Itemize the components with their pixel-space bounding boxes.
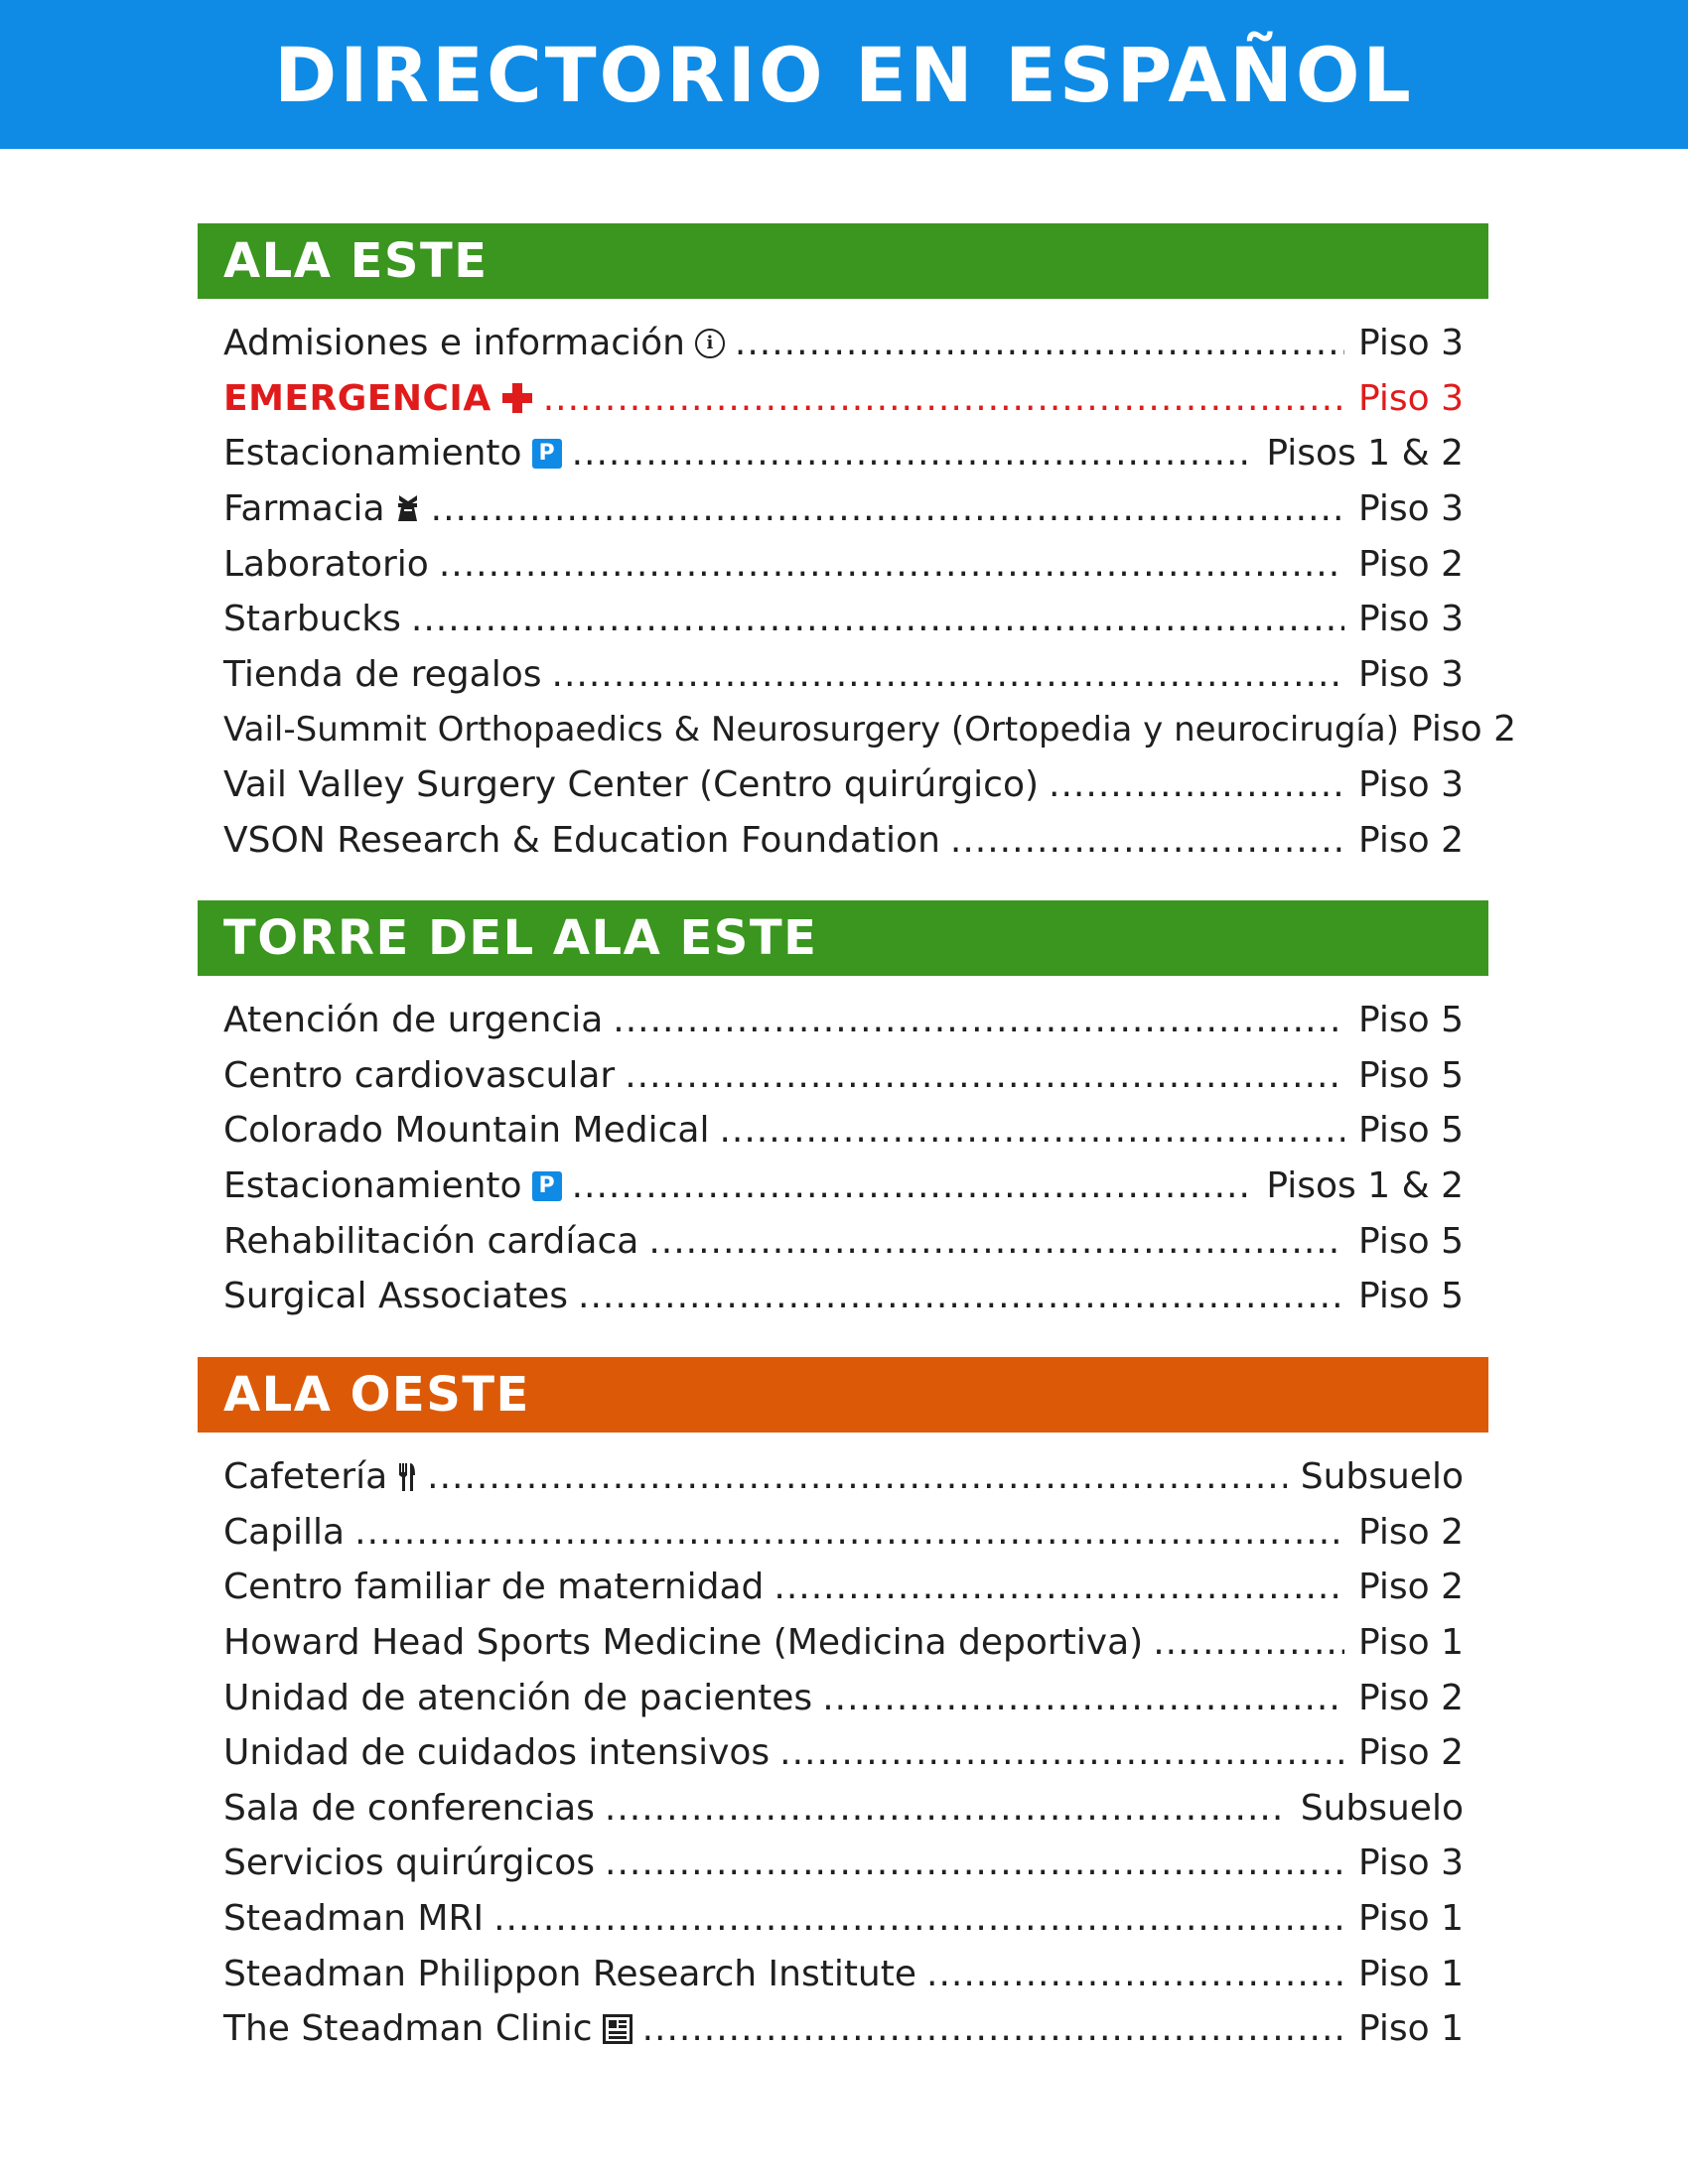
row-floor: Piso 3: [1357, 1843, 1464, 1884]
row-label: Vail Valley Surgery Center (Centro quirúrgico): [223, 764, 1040, 806]
dot-leader: [578, 1276, 1344, 1316]
dot-leader: [648, 1221, 1344, 1262]
row-floor: Pisos 1 & 2: [1266, 1165, 1464, 1207]
directory-row: [223, 1670, 1464, 1725]
row-floor: Subsuelo: [1300, 1787, 1464, 1829]
row-floor: Piso 2: [1357, 1732, 1464, 1774]
row-floor: Piso 2: [1357, 543, 1464, 585]
row-label: Servicios quirúrgicos: [223, 1843, 596, 1884]
row-label: Rehabilitación cardíaca: [223, 1220, 639, 1262]
directory-list-east-wing: [198, 299, 1517, 868]
info-icon: i: [695, 329, 725, 358]
row-floor: Piso 3: [1357, 599, 1464, 640]
row-floor: Piso 5: [1357, 1276, 1464, 1317]
dot-leader: [354, 1512, 1344, 1553]
dot-leader: [625, 1055, 1344, 1096]
directory-row: [223, 316, 1464, 371]
row-floor: Piso 3: [1357, 764, 1464, 806]
row-floor: Piso 3: [1357, 653, 1464, 695]
dot-leader: [493, 1898, 1344, 1939]
page-title: DIRECTORIO EN ESPAÑOL: [274, 30, 1414, 119]
section-east-wing: [198, 223, 1517, 868]
dot-leader: [427, 1456, 1287, 1497]
directory-row: [223, 1836, 1464, 1891]
row-floor: Piso 3: [1357, 377, 1464, 419]
row-label: Colorado Mountain Medical: [223, 1110, 710, 1152]
dot-leader: [411, 599, 1344, 639]
row-label: Laboratorio: [223, 543, 429, 585]
dot-leader: [779, 1732, 1344, 1773]
row-label: Capilla: [223, 1511, 346, 1553]
parking-icon: P: [532, 1171, 562, 1201]
directory-row: [223, 1103, 1464, 1159]
section-heading-east-wing: ALA ESTE: [198, 223, 1488, 299]
row-label: Atención de urgencia: [223, 1000, 604, 1041]
clinic-icon: [603, 2014, 633, 2044]
dot-leader: [605, 1788, 1287, 1829]
directory-row: [223, 993, 1464, 1048]
directory-row: [223, 1891, 1464, 1947]
row-label: Centro cardiovascular: [223, 1054, 616, 1096]
directory-list-east-tower: [198, 976, 1488, 1324]
dot-leader: [642, 2008, 1344, 2049]
directory-row: [223, 1725, 1464, 1781]
row-label: Vail-Summit Orthopaedics & Neurosurgery (Ortopedia y neurocirugía): [223, 709, 1399, 750]
directory-row: [223, 757, 1464, 813]
dot-leader: [605, 1843, 1344, 1883]
title-bar: [0, 0, 1688, 149]
row-floor: Piso 1: [1357, 1953, 1464, 1994]
row-label: Centro familiar de maternidad: [223, 1567, 765, 1608]
dot-leader: [1049, 764, 1344, 805]
dot-leader: [572, 1165, 1253, 1206]
directory-row: [223, 1560, 1464, 1615]
row-label: Cafetería: [223, 1456, 388, 1498]
directory-row: [223, 1048, 1464, 1104]
row-floor: Piso 2: [1410, 709, 1517, 751]
dot-leader: [735, 323, 1344, 363]
section-heading-east-tower: TORRE DEL ALA ESTE: [198, 900, 1488, 976]
row-label: Estacionamiento: [223, 433, 522, 475]
directory-row: [223, 2001, 1464, 2057]
row-label: VSON Research & Education Foundation: [223, 819, 940, 861]
dot-leader: [613, 1000, 1344, 1040]
row-floor: Piso 2: [1357, 819, 1464, 861]
row-floor: Piso 5: [1357, 1110, 1464, 1152]
row-label: Sala de conferencias: [223, 1787, 595, 1829]
row-floor: Piso 1: [1357, 1622, 1464, 1664]
row-floor: Piso 2: [1357, 1567, 1464, 1608]
dot-leader: [774, 1567, 1344, 1607]
row-floor: Piso 5: [1357, 1000, 1464, 1041]
row-floor: Piso 1: [1357, 2008, 1464, 2050]
row-floor: Piso 2: [1357, 1511, 1464, 1553]
directory-row: [223, 1505, 1464, 1561]
dot-leader: [431, 488, 1344, 529]
directory-row: [223, 1781, 1464, 1837]
directory-row: [223, 647, 1464, 703]
row-label: Tienda de regalos: [223, 653, 542, 695]
dot-leader: [439, 544, 1344, 585]
row-label: The Steadman Clinic: [223, 2008, 593, 2050]
dot-leader: [552, 654, 1344, 695]
row-label: Unidad de atención de pacientes: [223, 1677, 813, 1718]
row-label: Admisiones e información: [223, 323, 685, 364]
pharmacy-icon: [395, 493, 421, 525]
directory-row: [223, 592, 1464, 647]
row-label: Steadman Philippon Research Institute: [223, 1953, 917, 1994]
row-label: Surgical Associates: [223, 1276, 569, 1317]
directory-row: [223, 426, 1464, 481]
directory-row: [223, 1946, 1464, 2001]
row-label: Steadman MRI: [223, 1898, 485, 1940]
row-label: Starbucks: [223, 599, 401, 640]
row-label: Howard Head Sports Medicine (Medicina deportiva): [223, 1622, 1144, 1664]
row-label: EMERGENCIA: [223, 377, 492, 419]
directory-row: [223, 536, 1464, 592]
directory-row: [223, 1615, 1464, 1671]
row-label: Farmacia: [223, 488, 385, 530]
directory-row: [223, 1269, 1464, 1324]
section-west-wing: [198, 1357, 1488, 2057]
parking-icon: P: [532, 439, 562, 469]
dot-leader: [926, 1954, 1344, 1994]
row-floor: Subsuelo: [1300, 1456, 1464, 1498]
row-label: Unidad de cuidados intensivos: [223, 1732, 771, 1774]
row-floor: Piso 5: [1357, 1054, 1464, 1096]
dot-leader: [543, 378, 1344, 419]
fork-knife-icon: [397, 1461, 417, 1493]
section-heading-west-wing: ALA OESTE: [198, 1357, 1488, 1433]
row-floor: Piso 3: [1357, 323, 1464, 364]
directory-row: [223, 1213, 1464, 1269]
directory-row: [223, 702, 1517, 757]
dot-leader: [572, 433, 1253, 474]
row-floor: Piso 5: [1357, 1220, 1464, 1262]
directory-row: [223, 1159, 1464, 1214]
directory-row: [223, 1449, 1464, 1505]
directory-row-emergency: [223, 371, 1464, 427]
dot-leader: [950, 820, 1344, 861]
row-label: Estacionamiento: [223, 1165, 522, 1207]
dot-leader: [822, 1678, 1344, 1718]
dot-leader: [1153, 1622, 1344, 1663]
directory-list-west-wing: [198, 1433, 1488, 2057]
row-floor: Piso 2: [1357, 1677, 1464, 1718]
directory-row: [223, 481, 1464, 537]
red-cross-icon: [501, 382, 533, 414]
row-floor: Piso 1: [1357, 1898, 1464, 1940]
row-floor: Pisos 1 & 2: [1266, 433, 1464, 475]
dot-leader: [719, 1110, 1343, 1151]
row-floor: Piso 3: [1357, 488, 1464, 530]
section-east-tower: [198, 900, 1488, 1324]
directory-row: [223, 812, 1464, 868]
